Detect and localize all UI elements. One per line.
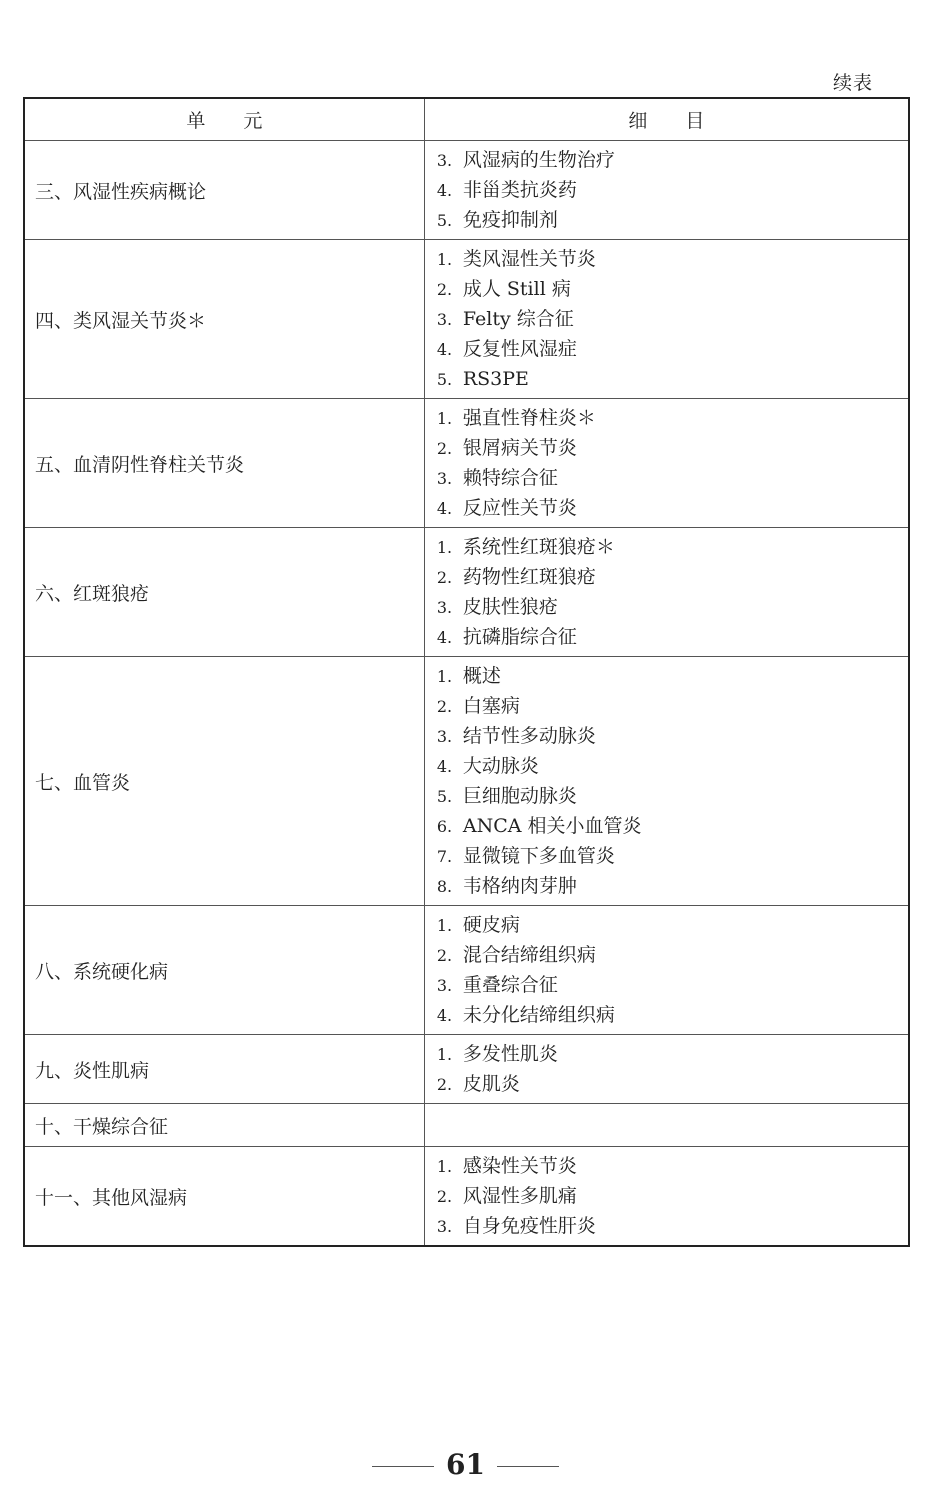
item-number: 3. <box>436 976 453 995</box>
detail-cell <box>424 399 909 528</box>
item-text: 非甾类抗炎药 <box>462 179 577 201</box>
detail-list <box>437 532 898 652</box>
item-number: 1. <box>436 538 453 557</box>
item-number: 2. <box>436 946 453 965</box>
detail-column-header: 细 目 <box>424 98 909 141</box>
list-item <box>437 622 898 652</box>
item-number: 2. <box>436 697 453 716</box>
unit-cell: 八、系统硬化病 <box>24 906 424 1035</box>
unit-cell: 六、红斑狼疮 <box>24 528 424 657</box>
detail-list <box>437 403 898 523</box>
list-item <box>437 1069 898 1099</box>
detail-cell <box>424 141 909 240</box>
detail-list <box>437 1151 898 1241</box>
item-number: 3. <box>436 727 453 746</box>
list-item <box>437 1039 898 1069</box>
list-item <box>437 433 898 463</box>
item-number: 3. <box>436 469 453 488</box>
item-number: 4. <box>436 628 453 647</box>
detail-cell <box>424 1147 909 1247</box>
item-text: 大动脉炎 <box>462 755 539 777</box>
list-item <box>437 910 898 940</box>
item-number: 3. <box>436 598 453 617</box>
unit-cell: 七、血管炎 <box>24 657 424 906</box>
item-text: 风湿病的生物治疗 <box>462 149 615 171</box>
item-text: 韦格纳肉芽肿 <box>462 875 577 897</box>
item-number: 4. <box>436 181 453 200</box>
item-number: 2. <box>436 439 453 458</box>
list-item <box>437 274 898 304</box>
page-number: 61 <box>446 1448 485 1481</box>
item-text: 皮肌炎 <box>462 1073 520 1095</box>
item-number: 1. <box>436 1157 453 1176</box>
table-row <box>24 528 909 657</box>
list-item <box>437 661 898 691</box>
list-item <box>437 1151 898 1181</box>
list-item <box>437 1181 898 1211</box>
list-item <box>437 970 898 1000</box>
list-item <box>437 334 898 364</box>
item-number: 4. <box>436 499 453 518</box>
item-text: 银屑病关节炎 <box>462 437 577 459</box>
table-row <box>24 1147 909 1247</box>
syllabus-table <box>23 97 910 1247</box>
detail-list <box>437 661 898 901</box>
unit-cell: 三、风湿性疾病概论 <box>24 141 424 240</box>
item-text: 未分化结缔组织病 <box>462 1004 615 1026</box>
item-text: ANCA 相关小血管炎 <box>462 815 642 837</box>
list-item <box>437 403 898 433</box>
list-item <box>437 463 898 493</box>
table-body <box>24 141 909 1247</box>
detail-list <box>437 910 898 1030</box>
item-number: 2. <box>436 1075 453 1094</box>
item-text: 反应性关节炎 <box>462 497 577 519</box>
item-number: 1. <box>436 916 453 935</box>
item-number: 2. <box>436 1187 453 1206</box>
item-number: 3. <box>436 310 453 329</box>
unit-cell: 九、炎性肌病 <box>24 1035 424 1104</box>
list-item <box>437 1211 898 1241</box>
item-text: 结节性多动脉炎 <box>462 725 596 747</box>
list-item <box>437 145 898 175</box>
table-row <box>24 240 909 399</box>
unit-column-header: 单 元 <box>24 98 424 141</box>
item-number: 3. <box>436 1217 453 1236</box>
item-text: Felty 综合征 <box>462 308 574 330</box>
item-number: 5. <box>436 211 453 230</box>
item-text: 概述 <box>462 665 501 687</box>
item-text: 自身免疫性肝炎 <box>462 1215 596 1237</box>
list-item <box>437 493 898 523</box>
item-text: 强直性脊柱炎＊ <box>462 407 596 429</box>
list-item <box>437 175 898 205</box>
item-text: 类风湿性关节炎 <box>462 248 596 270</box>
continued-label: 续表 <box>832 72 873 94</box>
item-number: 6. <box>436 817 453 836</box>
list-item <box>437 721 898 751</box>
unit-cell: 四、类风湿关节炎＊ <box>24 240 424 399</box>
table-row <box>24 399 909 528</box>
detail-cell <box>424 657 909 906</box>
list-item <box>437 751 898 781</box>
table-row <box>24 906 909 1035</box>
list-item <box>437 691 898 721</box>
detail-cell <box>424 906 909 1035</box>
item-text: 免疫抑制剂 <box>462 209 558 231</box>
item-number: 2. <box>436 280 453 299</box>
footer-rule-right <box>497 1466 559 1467</box>
list-item <box>437 1000 898 1030</box>
detail-cell <box>424 1104 909 1147</box>
item-number: 4. <box>436 340 453 359</box>
item-number: 1. <box>436 667 453 686</box>
list-item <box>437 592 898 622</box>
item-text: 硬皮病 <box>462 914 520 936</box>
table-row <box>24 1035 909 1104</box>
list-item <box>437 940 898 970</box>
item-text: 系统性红斑狼疮＊ <box>462 536 615 558</box>
item-text: 成人 Still 病 <box>462 278 571 300</box>
footer-rule-left <box>372 1466 434 1467</box>
item-number: 4. <box>436 757 453 776</box>
item-text: 白塞病 <box>462 695 520 717</box>
item-number: 7. <box>436 847 453 866</box>
table-row <box>24 1104 909 1147</box>
unit-cell: 十一、其他风湿病 <box>24 1147 424 1247</box>
item-text: RS3PE <box>462 368 529 390</box>
item-text: 药物性红斑狼疮 <box>462 566 596 588</box>
item-number: 1. <box>436 250 453 269</box>
item-text: 皮肤性狼疮 <box>462 596 558 618</box>
item-text: 显微镜下多血管炎 <box>462 845 615 867</box>
detail-cell <box>424 528 909 657</box>
item-text: 抗磷脂综合征 <box>462 626 577 648</box>
item-number: 4. <box>436 1006 453 1025</box>
list-item <box>437 781 898 811</box>
list-item <box>437 304 898 334</box>
item-number: 5. <box>436 370 453 389</box>
table-header-row <box>24 98 909 141</box>
detail-cell <box>424 1035 909 1104</box>
table-row <box>24 657 909 906</box>
item-text: 重叠综合征 <box>462 974 558 996</box>
item-text: 感染性关节炎 <box>462 1155 577 1177</box>
detail-cell <box>424 240 909 399</box>
unit-cell: 十、干燥综合征 <box>24 1104 424 1147</box>
list-item <box>437 871 898 901</box>
table-row <box>24 141 909 240</box>
detail-list <box>437 1039 898 1099</box>
page-footer <box>0 1448 931 1481</box>
item-number: 2. <box>436 568 453 587</box>
item-text: 混合结缔组织病 <box>462 944 596 966</box>
item-number: 1. <box>436 409 453 428</box>
item-number: 5. <box>436 787 453 806</box>
detail-list <box>437 145 898 235</box>
item-text: 风湿性多肌痛 <box>462 1185 577 1207</box>
list-item <box>437 244 898 274</box>
item-text: 赖特综合征 <box>462 467 558 489</box>
list-item <box>437 811 898 841</box>
item-text: 巨细胞动脉炎 <box>462 785 577 807</box>
list-item <box>437 562 898 592</box>
list-item <box>437 364 898 394</box>
item-text: 多发性肌炎 <box>462 1043 558 1065</box>
item-text: 反复性风湿症 <box>462 338 577 360</box>
list-item <box>437 841 898 871</box>
detail-list <box>437 244 898 394</box>
item-number: 1. <box>436 1045 453 1064</box>
list-item <box>437 205 898 235</box>
list-item <box>437 532 898 562</box>
item-number: 8. <box>436 877 453 896</box>
item-number: 3. <box>436 151 453 170</box>
unit-cell: 五、血清阴性脊柱关节炎 <box>24 399 424 528</box>
